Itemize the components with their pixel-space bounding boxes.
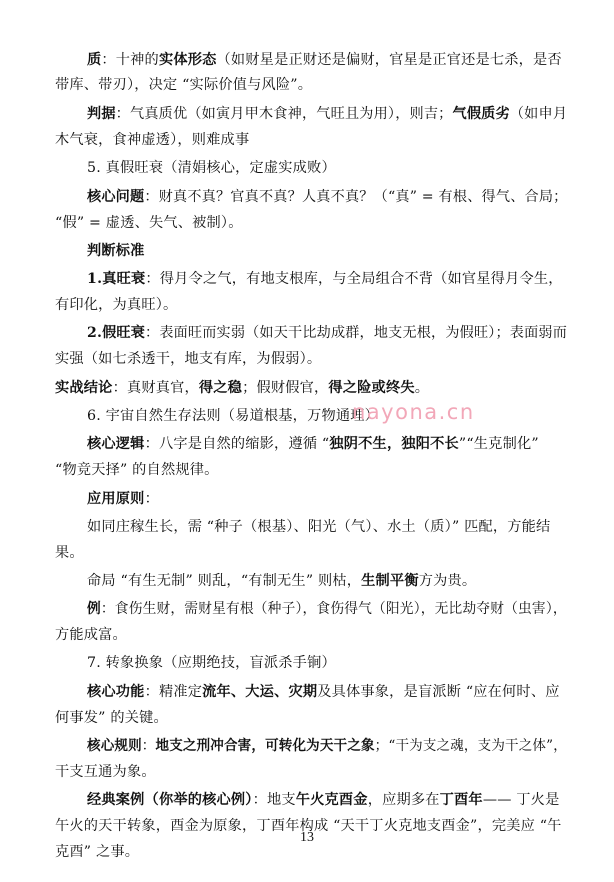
- bold-text: 判据: [87, 106, 116, 122]
- text-run: ：十神的: [101, 52, 159, 68]
- text-run: ：气真质优（如寅月甲木食神，气旺且为用），则吉；: [115, 106, 453, 122]
- text-line: [55, 624, 127, 646]
- text-line: [87, 789, 559, 811]
- bold-text: 实体形态: [158, 52, 217, 68]
- text-run: 方为贵。: [418, 573, 477, 589]
- text-line: [87, 681, 560, 703]
- text-run: ；“干为支之魂，支为干之体”，: [374, 738, 567, 754]
- bold-text: 地支之刑冲合害，可转化为天干之象: [155, 738, 375, 754]
- text-line: [87, 433, 539, 455]
- bold-text: 得之险或终失: [328, 380, 415, 396]
- text-run: ：: [141, 738, 156, 754]
- text-line: [55, 348, 321, 370]
- text-run: 命局 “有生无制” 则乱，“有制无生” 则枯，: [87, 573, 362, 589]
- text-run: 6. 宇宙自然生存法则（易道根基，万物通理）: [87, 408, 380, 424]
- bold-text: 经典案例（你举的核心例）: [87, 792, 253, 808]
- text-line: [87, 103, 567, 125]
- bold-text: 例: [87, 601, 101, 617]
- text-run: 5. 真假旺衰（清娟核心，定虚实成败）: [87, 160, 336, 176]
- text-line: [87, 322, 567, 344]
- text-line: [55, 761, 156, 783]
- bold-text: 应用原则: [87, 491, 145, 507]
- text-line: [55, 542, 84, 564]
- text-run: 克酉” 之事。: [55, 844, 140, 860]
- text-run: 果。: [55, 545, 84, 561]
- text-run: 如同庄稼生长，需 “种子（根基）、阳光（气）、水土（质）” 匹配，方能结: [87, 519, 551, 535]
- text-line: [55, 212, 243, 234]
- bold-text: 质: [87, 52, 102, 68]
- bold-text: 核心功能: [87, 684, 145, 700]
- bold-text: 1.真旺衰: [87, 271, 146, 287]
- text-run: ：表面旺而实弱（如天干比劫成群，地支无根，为假旺）；表面弱而: [145, 325, 568, 341]
- text-line: [87, 405, 379, 427]
- text-line: [55, 459, 219, 481]
- text-run: 何事发” 的关键。: [55, 710, 168, 726]
- watermark: nayona.cn: [352, 400, 475, 424]
- text-run: ：地支: [252, 792, 296, 808]
- bold-text: 实战结论: [55, 380, 113, 396]
- text-line: [87, 240, 145, 262]
- text-line: [87, 488, 159, 510]
- text-run: ：: [144, 491, 159, 507]
- text-run: ：财真不真？官真不真？人真不真？（“真” = 有根、得气、合局；: [144, 189, 568, 205]
- text-line: [55, 377, 429, 399]
- text-run: ，应期多在: [367, 792, 440, 808]
- bold-text: 独阴不生，独阳不长: [329, 436, 459, 452]
- text-run: 带库、带刃），决定 “实际价值与风险”。: [55, 77, 313, 93]
- bold-text: 流年、大运、灾期: [202, 684, 318, 700]
- text-run: ：真财真官，: [112, 380, 199, 396]
- text-line: [87, 186, 568, 208]
- text-line: [87, 157, 336, 179]
- text-line: [87, 49, 562, 71]
- text-run: 方能成富。: [55, 627, 127, 643]
- text-run: 干支互通为象。: [55, 764, 156, 780]
- text-run: ：食伤生财，需财星有根（种子），食伤得气（阳光），无比劫夺财（虫害），: [100, 601, 567, 617]
- text-run: （如申月: [509, 106, 568, 122]
- text-line: [55, 707, 168, 729]
- text-run: 及具体事象，是盲派断 “应在何时、应: [317, 684, 560, 700]
- bold-text: 丁酉年: [439, 792, 483, 808]
- text-run: 木气衰，食神虚透），则难成事: [55, 132, 250, 148]
- bold-text: 气假质劣: [452, 106, 510, 122]
- page-number: 13: [300, 830, 314, 845]
- text-line: [55, 294, 177, 316]
- text-run: ；假财假官，: [242, 380, 329, 396]
- text-run: —— 丁火是: [482, 792, 560, 808]
- text-run: 。: [414, 380, 430, 396]
- bold-text: 判断标准: [87, 243, 145, 259]
- text-run: 午火的天干转象，酉金为原象，丁酉年构成 “天干丁火克地支酉金”，完美应 “午: [55, 818, 562, 834]
- text-run: 实强（如七杀透干，地支有库，为假弱）。: [55, 351, 322, 367]
- text-run: “假” = 虚透、失气、被制）。: [55, 215, 243, 231]
- text-line: [87, 516, 550, 538]
- bold-text: 核心问题: [87, 189, 145, 205]
- text-run: （如财星是正财还是偏财，官星是正官还是七杀，是否: [216, 52, 562, 68]
- text-run: “物竞天择” 的自然规律。: [55, 462, 219, 478]
- text-line: [55, 74, 312, 96]
- text-line: [87, 268, 563, 290]
- bold-text: 午火克酉金: [295, 792, 368, 808]
- bold-text: 2.假旺衰: [87, 325, 146, 341]
- bold-text: 得之稳: [198, 380, 243, 396]
- text-run: ：得月令之气，有地支根库，与全局组合不背（如官星得月令生，: [145, 271, 563, 287]
- bold-text: 生制平衡: [361, 573, 419, 589]
- text-run: ：八字是自然的缩影，遵循 “: [144, 436, 330, 452]
- text-run: ：精准定: [144, 684, 203, 700]
- text-run: 7. 转象换象（应期绝技，盲派杀手锏）: [87, 655, 336, 671]
- bold-text: 核心逻辑: [87, 436, 145, 452]
- bold-text: 核心规则: [87, 738, 142, 754]
- text-line: [87, 598, 567, 620]
- text-line: [87, 652, 336, 674]
- text-run: 有印化，为真旺）。: [55, 297, 178, 313]
- text-line: [87, 570, 476, 592]
- text-line: [87, 735, 567, 757]
- text-run: ”“生克制化”: [458, 436, 539, 452]
- text-line: [55, 129, 249, 151]
